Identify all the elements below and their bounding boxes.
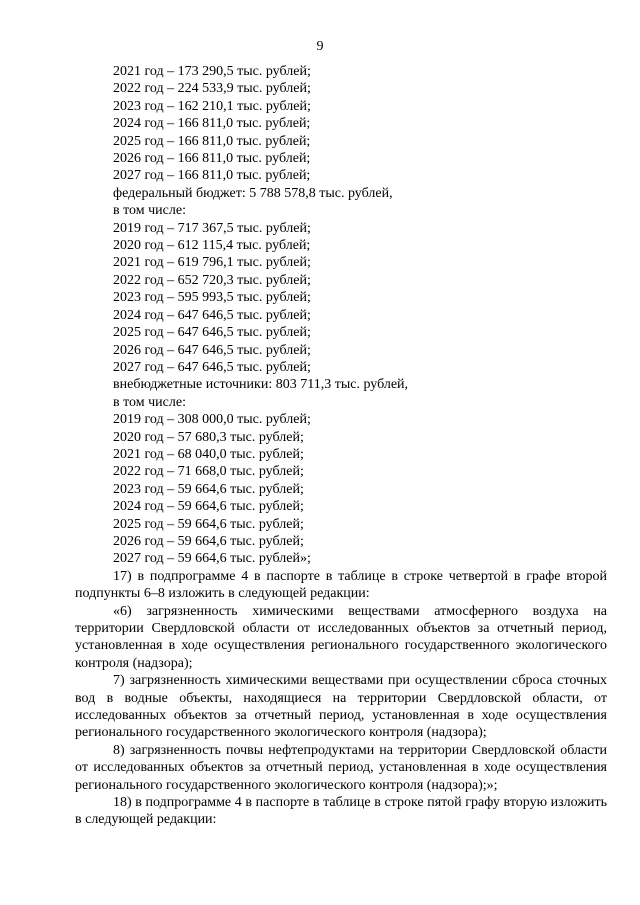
funding-line: 2024 год – 647 646,5 тыс. рублей; [113,307,311,323]
funding-line: 2021 год – 173 290,5 тыс. рублей; [113,64,311,79]
paragraph-subitem-6: «6) загрязненность химическими веществами атмосферного воздуха на территории Свердловской области от исследованных объектов за отчетный период, установленная в ходе осуществления регионального государственного экологического контроля (надзора); [75,603,607,671]
funding-line: 2023 год – 595 993,5 тыс. рублей; [113,290,311,306]
paragraph-subitem-8: 8) загрязненность почвы нефтепродуктами на территории Свердловской области от исследованных объектов за отчетный период, установленная в ходе осуществления регионального государственного экологического контроля (надзора);»; [75,742,607,793]
funding-line: 2020 год – 612 115,4 тыс. рублей; [113,238,311,254]
funding-line: 2019 год – 308 000,0 тыс. рублей; [113,412,311,428]
extrabudgetary-total: внебюджетные источники: 803 711,3 тыс. рублей, [113,377,409,393]
funding-line: 2027 год – 166 811,0 тыс. рублей; [113,168,311,184]
paragraph-item-18: 18) в подпрограмме 4 в паспорте в таблице в строке пятой графу вторую изложить в следующей редакции: [75,795,607,828]
page-number: 9 [316,39,324,54]
funding-line: 2026 год – 647 646,5 тыс. рублей; [113,342,311,358]
paragraph-item-17: 17) в подпрограмме 4 в паспорте в таблице в строке четвертой в графе второй подпункты 6–8 изложить в следующей редакции: [75,568,607,602]
funding-line: 2026 год – 59 664,6 тыс. рублей; [113,533,304,549]
including-label: в том числе: [113,203,186,219]
funding-line: 2020 год – 57 680,3 тыс. рублей; [113,429,304,445]
document-body [75,63,607,829]
funding-line: 2021 год – 619 796,1 тыс. рублей; [113,255,311,271]
funding-line: 2024 год – 166 811,0 тыс. рублей; [113,116,311,132]
funding-line: 2022 год – 652 720,3 тыс. рублей; [113,272,311,288]
funding-line: 2026 год – 166 811,0 тыс. рублей; [113,151,311,167]
funding-line: 2025 год – 647 646,5 тыс. рублей; [113,325,311,341]
funding-line: 2022 год – 224 533,9 тыс. рублей; [113,81,311,97]
funding-line: 2021 год – 68 040,0 тыс. рублей; [113,446,304,462]
funding-line: 2019 год – 717 367,5 тыс. рублей; [113,220,311,236]
funding-line: 2022 год – 71 668,0 тыс. рублей; [113,464,304,480]
federal-budget-total: федеральный бюджет: 5 788 578,8 тыс. рублей, [113,185,393,201]
funding-line: 2024 год – 59 664,6 тыс. рублей; [113,499,304,515]
including-label: в том числе: [113,394,186,410]
funding-line: 2023 год – 162 210,1 тыс. рублей; [113,98,311,114]
funding-line: 2023 год – 59 664,6 тыс. рублей; [113,481,304,497]
funding-line: 2027 год – 59 664,6 тыс. рублей»; [113,551,311,567]
funding-line: 2025 год – 59 664,6 тыс. рублей; [113,516,304,532]
funding-line: 2027 год – 647 646,5 тыс. рублей; [113,359,311,375]
funding-line: 2025 год – 166 811,0 тыс. рублей; [113,133,311,149]
paragraph-subitem-7: 7) загрязненность химическими веществами при осуществлении сброса сточных вод в водные объекты, находящиеся на территории Свердловской области, от исследованных объектов за отчетный период, установленная в ходе осуществления регионального государственного экологического контроля (надзора); [75,673,607,741]
